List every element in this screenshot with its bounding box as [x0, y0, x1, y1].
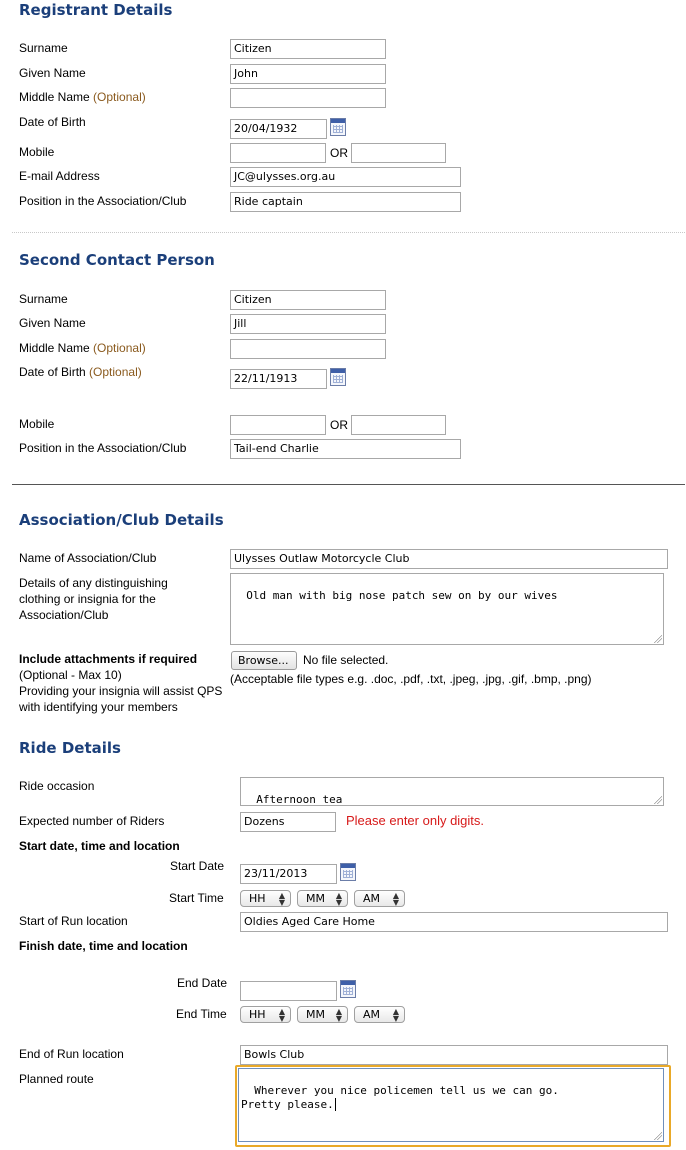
calendar-icon[interactable] — [330, 118, 346, 136]
second-middle-label — [19, 340, 146, 356]
resize-grip-icon[interactable] — [653, 795, 662, 804]
attachments-label-bold: Include attachments if required — [19, 652, 198, 666]
riders-error: Please enter only digits. — [346, 813, 485, 828]
section-divider — [12, 484, 685, 485]
end-hour-value: HH — [249, 1008, 266, 1021]
attachments-label — [19, 651, 224, 715]
registrant-given-input[interactable]: John — [230, 64, 386, 84]
second-dob-input[interactable]: 22/11/1913 — [230, 369, 327, 389]
second-mobile-label: Mobile — [19, 417, 55, 431]
no-file-text: No file selected. — [303, 653, 389, 667]
select-arrows-icon: ▲ ▼ — [392, 1007, 399, 1023]
optional-tag: (Optional) — [93, 90, 146, 104]
start-ampm-select[interactable] — [354, 890, 405, 907]
select-arrows-icon: ▲ ▼ — [335, 891, 342, 907]
club-name-label: Name of Association/Club — [19, 551, 157, 565]
start-date-label: Start Date — [170, 859, 225, 873]
resize-grip-icon[interactable] — [653, 634, 662, 643]
ride-occasion-textarea[interactable] — [240, 777, 664, 806]
start-hour-value: HH — [249, 892, 266, 905]
registrant-email-input[interactable]: JC@ulysses.org.au — [230, 167, 461, 187]
second-position-label: Position in the Association/Club — [19, 441, 187, 455]
second-position-input[interactable]: Tail-end Charlie — [230, 439, 461, 459]
text-cursor — [335, 1098, 336, 1111]
ride-occasion-text: Afternoon tea — [256, 793, 343, 806]
registrant-position-input[interactable]: Ride captain — [230, 192, 461, 212]
registrant-email-label: E-mail Address — [19, 169, 100, 183]
registrant-middle-label — [19, 89, 146, 105]
end-minute-select[interactable] — [297, 1006, 348, 1023]
start-minute-select[interactable] — [297, 890, 348, 907]
club-details-text: Old man with big nose patch sew on by our wives — [246, 589, 558, 602]
select-arrows-icon: ▲ ▼ — [278, 891, 285, 907]
finish-heading: Finish date, time and location — [19, 939, 188, 953]
registrant-dob-label: Date of Birth — [19, 115, 86, 129]
end-hour-select[interactable] — [240, 1006, 291, 1023]
route-label: Planned route — [19, 1072, 94, 1086]
second-contact-heading: Second Contact Person — [19, 251, 215, 269]
select-arrows-icon: ▲ ▼ — [278, 1007, 285, 1023]
registrant-alt-phone-input[interactable] — [351, 143, 446, 163]
end-minute-value: MM — [306, 1008, 325, 1021]
ride-occasion-label: Ride occasion — [19, 779, 95, 793]
start-location-input[interactable]: Oldies Aged Care Home — [240, 912, 668, 932]
route-text: Wherever you nice policemen tell us we can go. Pretty please. — [241, 1084, 559, 1111]
calendar-icon[interactable] — [340, 980, 356, 998]
or-separator: OR — [330, 146, 348, 160]
riders-label: Expected number of Riders — [19, 814, 165, 828]
start-ampm-value: AM — [363, 892, 381, 905]
end-time-label: End Time — [176, 1007, 227, 1021]
second-dob-label-text: Date of Birth — [19, 365, 86, 379]
browse-button[interactable]: Browse... — [231, 651, 297, 670]
second-mobile-input[interactable] — [230, 415, 326, 435]
second-given-label: Given Name — [19, 316, 86, 330]
second-surname-label: Surname — [19, 292, 68, 306]
end-ampm-value: AM — [363, 1008, 381, 1021]
registrant-heading: Registrant Details — [19, 1, 173, 19]
club-heading: Association/Club Details — [19, 511, 224, 529]
registrant-position-label: Position in the Association/Club — [19, 194, 187, 208]
start-time-label: Start Time — [169, 891, 224, 905]
route-textarea[interactable] — [238, 1068, 664, 1142]
club-name-input[interactable]: Ulysses Outlaw Motorcycle Club — [230, 549, 668, 569]
registrant-mobile-label: Mobile — [19, 145, 55, 159]
second-surname-input[interactable]: Citizen — [230, 290, 386, 310]
attachments-help: Providing your insignia will assist QPS with identifying your members — [19, 684, 223, 714]
club-details-label: Details of any distinguishing clothing or insignia for the Association/Club — [19, 576, 168, 622]
end-location-label: End of Run location — [19, 1047, 124, 1061]
select-arrows-icon: ▲ ▼ — [392, 891, 399, 907]
optional-tag: (Optional) — [93, 341, 146, 355]
registrant-dob-input[interactable]: 20/04/1932 — [230, 119, 327, 139]
select-arrows-icon: ▲ ▼ — [335, 1007, 342, 1023]
second-middle-label-text: Middle Name — [19, 341, 90, 355]
resize-grip-icon[interactable] — [653, 1131, 662, 1140]
optional-tag: (Optional) — [89, 365, 142, 379]
registrant-mobile-input[interactable] — [230, 143, 326, 163]
second-given-input[interactable]: Jill — [230, 314, 386, 334]
start-location-label: Start of Run location — [19, 914, 128, 928]
second-middle-input[interactable] — [230, 339, 386, 359]
end-ampm-select[interactable] — [354, 1006, 405, 1023]
riders-input[interactable]: Dozens — [240, 812, 336, 832]
section-divider — [12, 232, 685, 233]
second-dob-label — [19, 364, 142, 380]
end-date-label: End Date — [177, 976, 228, 990]
second-alt-phone-input[interactable] — [351, 415, 446, 435]
start-minute-value: MM — [306, 892, 325, 905]
registrant-surname-input[interactable]: Citizen — [230, 39, 386, 59]
calendar-icon[interactable] — [340, 863, 356, 881]
attachments-label-optional: (Optional - Max 10) — [19, 668, 122, 682]
calendar-icon[interactable] — [330, 368, 346, 386]
registrant-middle-label-text: Middle Name — [19, 90, 90, 104]
club-details-textarea[interactable] — [230, 573, 664, 645]
end-date-input[interactable] — [240, 981, 337, 1001]
or-separator: OR — [330, 418, 348, 432]
file-types-hint: (Acceptable file types e.g. .doc, .pdf, .txt, .jpeg, .jpg, .gif, .bmp, .png) — [230, 672, 592, 686]
registrant-middle-input[interactable] — [230, 88, 386, 108]
start-heading: Start date, time and location — [19, 839, 180, 853]
registrant-surname-label: Surname — [19, 41, 68, 55]
end-location-input[interactable]: Bowls Club — [240, 1045, 668, 1065]
ride-heading: Ride Details — [19, 739, 121, 757]
registrant-given-label: Given Name — [19, 66, 86, 80]
start-hour-select[interactable] — [240, 890, 291, 907]
start-date-input[interactable]: 23/11/2013 — [240, 864, 337, 884]
